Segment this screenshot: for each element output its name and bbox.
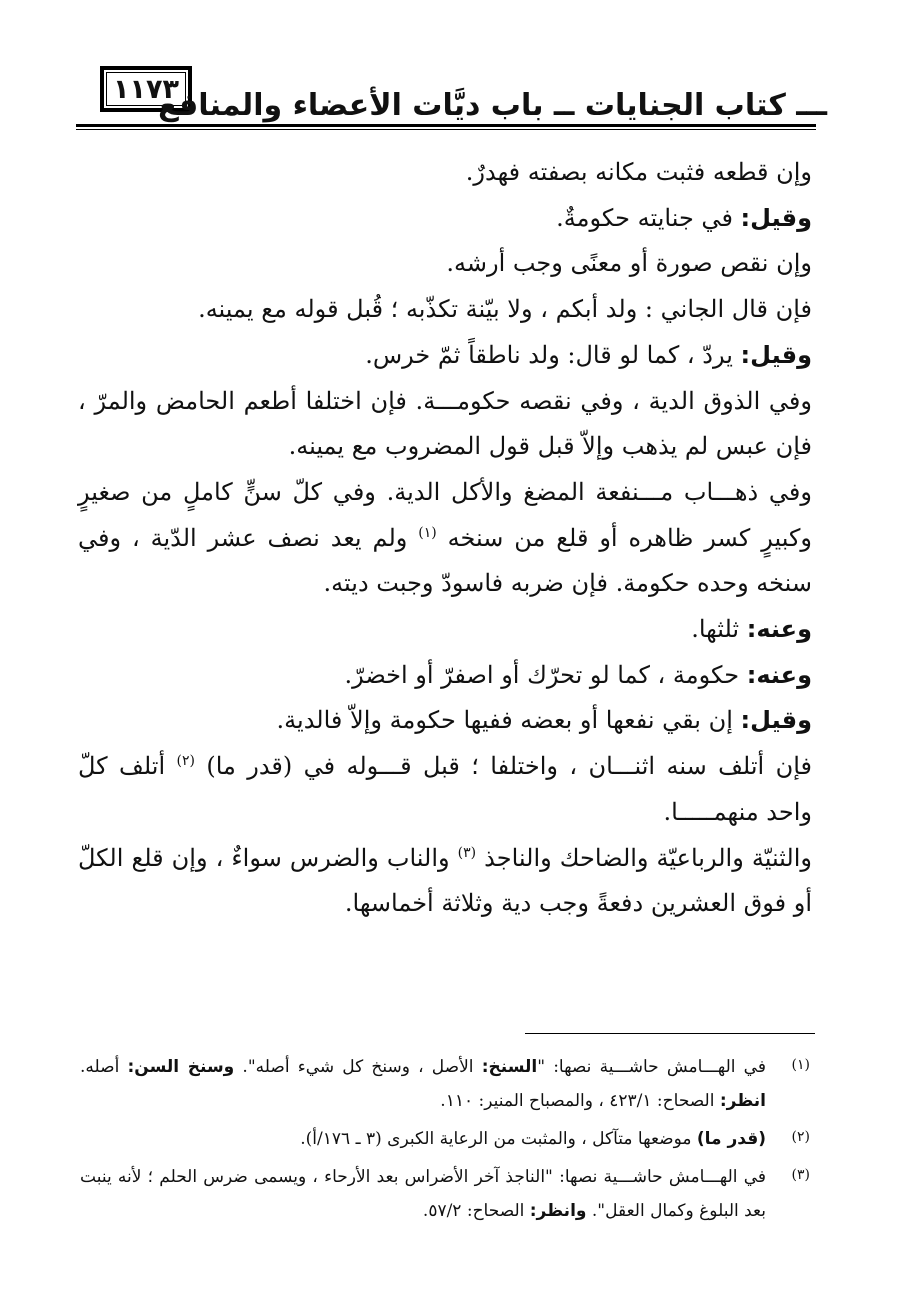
- paragraph-text: فإن أتلف سنه اثنـــان ، واختلفا ؛ قبل قـــوله في (قدر ما): [206, 752, 812, 781]
- paragraph: [78, 333, 812, 379]
- header-rule-thin: [76, 129, 816, 130]
- footnote-separator: [525, 1033, 815, 1034]
- paragraph-text: في جنايته حكومةٌ.: [556, 203, 741, 232]
- paragraph-text: وفي ذهـــاب مـــنفعة المضغ والأكل الدية. وفي كلّ سنٍّ كاملٍ من صغيرٍ وكبيرٍ كسر ظاهره أو قلع من سنخه: [78, 477, 812, 552]
- footnote-lead: وسنخ السن:: [127, 1057, 235, 1077]
- footnote-number: (٢): [791, 1129, 810, 1145]
- paragraph: [78, 653, 812, 699]
- paragraph-text: أتلف كلّ واحد منهمـــــا.: [78, 752, 812, 826]
- paragraph: [78, 196, 812, 242]
- paragraph-text: والثنيّة والرباعيّة والضاحك والناجذ: [484, 843, 812, 872]
- header-rule: [76, 124, 816, 127]
- footnote-text: [80, 1050, 766, 1118]
- main-text: [78, 150, 812, 927]
- footnote-marker[interactable]: (١): [418, 524, 437, 541]
- footnote: [80, 1050, 810, 1118]
- paragraph-text: والناب والضرس سواءٌ ، وإن قلع الكلّ أو فوق العشرين دفعةً وجب دية وثلاثة أخماسها.: [78, 843, 812, 918]
- paragraph-text: فإن قال الجاني : ولد أبكم ، ولا بيّنة تكذّبه ؛ قُبل قوله مع يمينه.: [198, 295, 812, 324]
- footnote-span: في الهـــامش حاشـــية نصها: "الناجذ آخر الأضراس بعد الأرحاء ، ويسمى ضرس الحلم ؛ لأنه ينبت بعد البلوغ وكمال العقل".: [80, 1167, 766, 1221]
- lead-word: وقيل:: [740, 203, 812, 232]
- footnote-number: (١): [791, 1057, 810, 1073]
- footnote-text: [80, 1122, 766, 1156]
- paragraph-text: ولم يعد نصف عشر الدّية ، وفي سنخه وحده حكومة. فإن ضربه فاسودّ وجبت ديته.: [78, 523, 812, 598]
- page-number: ١١٧٣: [100, 66, 192, 112]
- footnote-text: [80, 1160, 766, 1228]
- paragraph: [78, 698, 812, 744]
- footnote-lead: انظر:: [719, 1091, 766, 1111]
- footnote-lead: السنخ:: [481, 1057, 538, 1077]
- paragraph-text: حكومة ، كما لو تحرّك أو اصفرّ أو اخضرّ.: [344, 660, 747, 689]
- footnotes: [80, 1050, 810, 1232]
- footnote-number: (٣): [791, 1167, 810, 1183]
- footnote-lead: وانظر:: [529, 1201, 587, 1221]
- paragraph: [78, 150, 812, 196]
- paragraph-text: وإن قطعه فثبت مكانه بصفته فهدرٌ.: [465, 158, 812, 186]
- paragraph-text: ثلثها.: [691, 615, 747, 644]
- paragraph: [78, 379, 812, 470]
- paragraph: [78, 744, 812, 835]
- paragraph: [78, 470, 812, 607]
- footnote: [80, 1160, 810, 1228]
- footnote-span: الأصل ، وسنخ كل شيء أصله".: [234, 1057, 482, 1077]
- running-title: ـــ كتاب الجنايات ــ باب ديَّات الأعضاء والمنافع: [158, 88, 827, 123]
- paragraph-text: يردّ ، كما لو قال: ولد ناطقاً ثمّ خرس.: [365, 340, 741, 369]
- lead-word: وقيل:: [740, 706, 812, 735]
- paragraph: [78, 607, 812, 653]
- lead-word: وعنه:: [746, 615, 812, 644]
- footnote: [80, 1122, 810, 1156]
- footnote-span: الصحاح: ٥٧/٢.: [422, 1201, 530, 1221]
- paragraph: [78, 241, 812, 287]
- lead-word: وقيل:: [740, 340, 812, 369]
- paragraph: [78, 287, 812, 333]
- footnote-marker[interactable]: (٢): [176, 753, 195, 770]
- footnote-span: أصله.: [80, 1057, 128, 1077]
- lead-word: وعنه:: [746, 660, 812, 689]
- paragraph-text: إن بقي نفعها أو بعضه ففيها حكومة وإلاّ فالدية.: [276, 706, 741, 735]
- footnote-span: موضعها متآكل ، والمثبت من الرعاية الكبرى (٣ ـ ١٧٦/أ).: [300, 1129, 697, 1149]
- footnote-span: الصحاح: ٤٢٣/١ ، والمصباح المنير: ١١٠.: [440, 1091, 720, 1111]
- footnote-lead: (قدر ما): [696, 1129, 766, 1149]
- paragraph: [78, 836, 812, 927]
- footnote-marker[interactable]: (٣): [457, 844, 477, 861]
- footnote-span: في الهـــامش حاشـــية نصها: ": [537, 1057, 766, 1077]
- paragraph-text: وإن نقص صورة أو معنًى وجب أرشه.: [446, 249, 812, 278]
- paragraph-text: وفي الذوق الدية ، وفي نقصه حكومـــة. فإن اختلفا أطعم الحامض والمرّ ، فإن عبس لم يذهب وإلاّ قبل قول المضروب مع يمينه.: [78, 386, 812, 461]
